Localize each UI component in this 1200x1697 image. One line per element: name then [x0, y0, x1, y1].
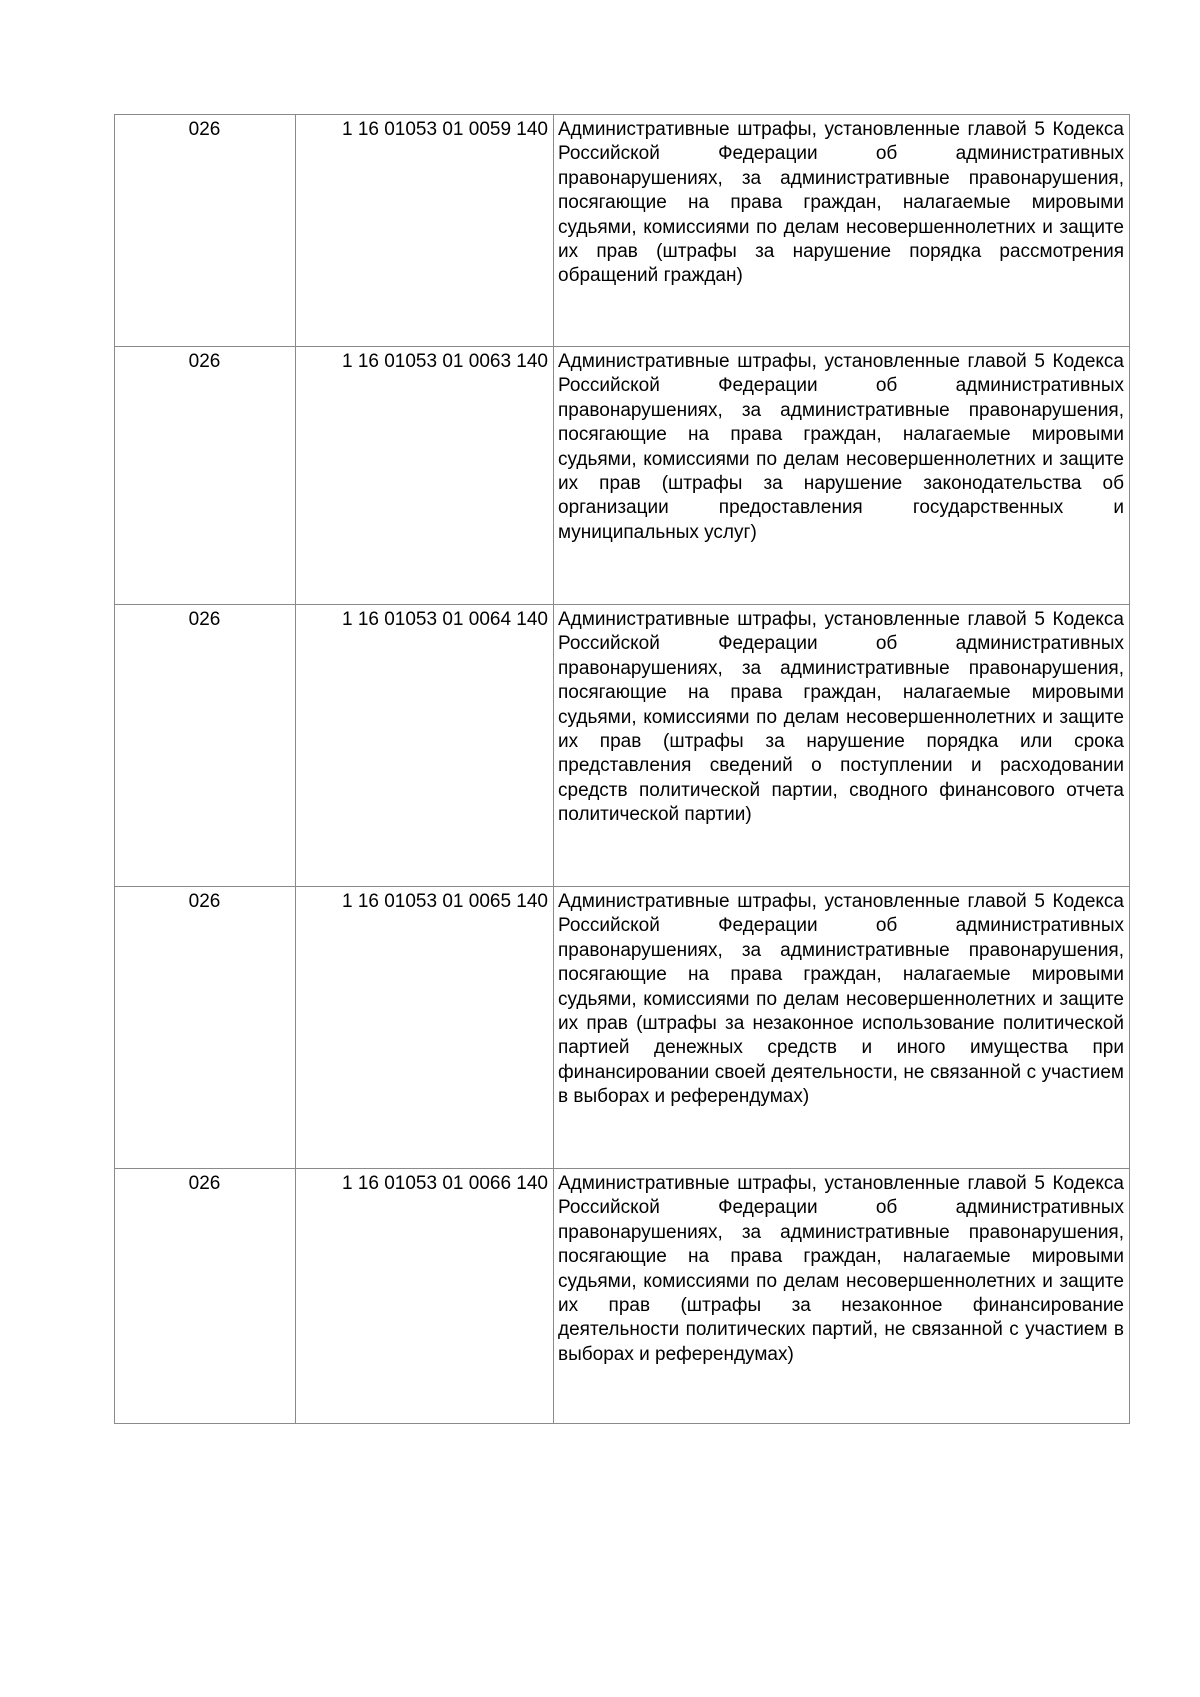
admin-code-cell: 026 — [115, 1169, 296, 1424]
table-body — [115, 115, 1130, 1424]
income-name-cell: Административные штрафы, установленные главой 5 Кодекса Российской Федерации об административных правонарушениях, за административные правонарушения, посягающие на права граждан, налагаемые мировыми судьями, комиссиями по делам несовершеннолетних и защите их прав (штрафы за нарушение законодательства об организации предоставления государственных и муниципальных услуг) — [554, 347, 1130, 605]
income-name-cell: Административные штрафы, установленные главой 5 Кодекса Российской Федерации об административных правонарушениях, за административные правонарушения, посягающие на права граждан, налагаемые мировыми судьями, комиссиями по делам несовершеннолетних и защите их прав (штрафы за нарушение порядка или срока представления сведений о поступлении и расходовании средств политической партии, сводного финансового отчета политической партии) — [554, 605, 1130, 887]
income-name-cell: Административные штрафы, установленные главой 5 Кодекса Российской Федерации об административных правонарушениях, за административные правонарушения, посягающие на права граждан, налагаемые мировыми судьями, комиссиями по делам несовершеннолетних и защите их прав (штрафы за незаконное финансирование деятельности политических партий, не связанной с участием в выборах и референдумах) — [554, 1169, 1130, 1424]
kbk-code-cell: 1 16 01053 01 0066 140 — [296, 1169, 554, 1424]
table-row — [115, 887, 1130, 1169]
kbk-code-cell: 1 16 01053 01 0059 140 — [296, 115, 554, 347]
budget-codes-table — [114, 114, 1130, 1424]
kbk-code-cell: 1 16 01053 01 0063 140 — [296, 347, 554, 605]
income-name-cell: Административные штрафы, установленные главой 5 Кодекса Российской Федерации об административных правонарушениях, за административные правонарушения, посягающие на права граждан, налагаемые мировыми судьями, комиссиями по делам несовершеннолетних и защите их прав (штрафы за незаконное использование политической партией денежных средств и иного имущества при финансировании своей деятельности, не связанной с участием в выборах и референдумах) — [554, 887, 1130, 1169]
table-row — [115, 347, 1130, 605]
table-row — [115, 1169, 1130, 1424]
income-name-cell: Административные штрафы, установленные главой 5 Кодекса Российской Федерации об административных правонарушениях, за административные правонарушения, посягающие на права граждан, налагаемые мировыми судьями, комиссиями по делам несовершеннолетних и защите их прав (штрафы за нарушение порядка рассмотрения обращений граждан) — [554, 115, 1130, 347]
table-row — [115, 605, 1130, 887]
kbk-code-cell: 1 16 01053 01 0065 140 — [296, 887, 554, 1169]
kbk-code-cell: 1 16 01053 01 0064 140 — [296, 605, 554, 887]
admin-code-cell: 026 — [115, 605, 296, 887]
admin-code-cell: 026 — [115, 347, 296, 605]
admin-code-cell: 026 — [115, 887, 296, 1169]
admin-code-cell: 026 — [115, 115, 296, 347]
table-row — [115, 115, 1130, 347]
